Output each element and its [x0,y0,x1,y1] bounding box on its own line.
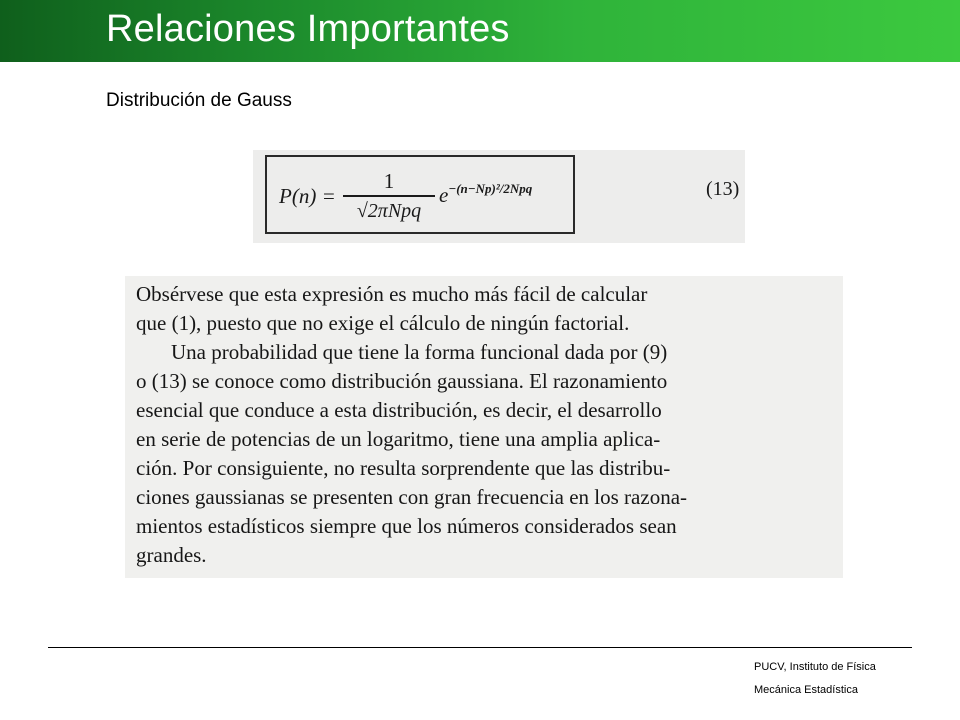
paragraph-line: ciones gaussianas se presenten con gran frecuencia en los razona- [136,485,688,509]
equation-lhs: P(n) = [279,184,336,208]
equation-number: (13) [706,178,740,200]
equation-numerator: 1 [383,169,395,193]
paragraph-line: ción. Por consiguiente, no resulta sorprendente que las distribu- [136,456,671,480]
paragraph-line: Una probabilidad que tiene la forma funcional dada por (9) [171,340,668,364]
slide-subtitle: Distribución de Gauss [106,90,292,111]
paragraph-line: en serie de potencias de un logaritmo, tiene una amplia aplica- [136,427,661,451]
equation-scan [253,150,745,243]
paragraph-line: Obsérvese que esta expresión es mucho más fácil de calcular [136,282,648,306]
equation-exponential [439,183,532,208]
equation-denominator: √2πNpq [356,200,422,222]
title-bar [0,0,960,62]
footer-course: Mecánica Estadística [754,684,858,696]
equation-exponent: −(n−Np)²/2Npq [448,181,533,196]
paragraph-line: que (1), puesto que no exige el cálculo de ningún factorial. [136,311,630,335]
equation-frame [265,155,575,234]
paragraph-scan [125,276,843,578]
slide-title: Relaciones Importantes [106,8,510,50]
footer-divider [48,647,912,648]
footer-institution: PUCV, Instituto de Física [754,661,876,673]
paragraph-line: grandes. [136,543,207,567]
paragraph-line: esencial que conduce a esta distribución, es decir, el desarrollo [136,398,662,422]
fraction-bar [343,195,435,197]
equation-base: e [439,183,449,207]
paragraph-line: mientos estadísticos siempre que los números considerados sean [136,514,677,538]
equation-fraction [343,169,435,223]
paragraph-line: o (13) se conoce como distribución gaussiana. El razonamiento [136,369,668,393]
